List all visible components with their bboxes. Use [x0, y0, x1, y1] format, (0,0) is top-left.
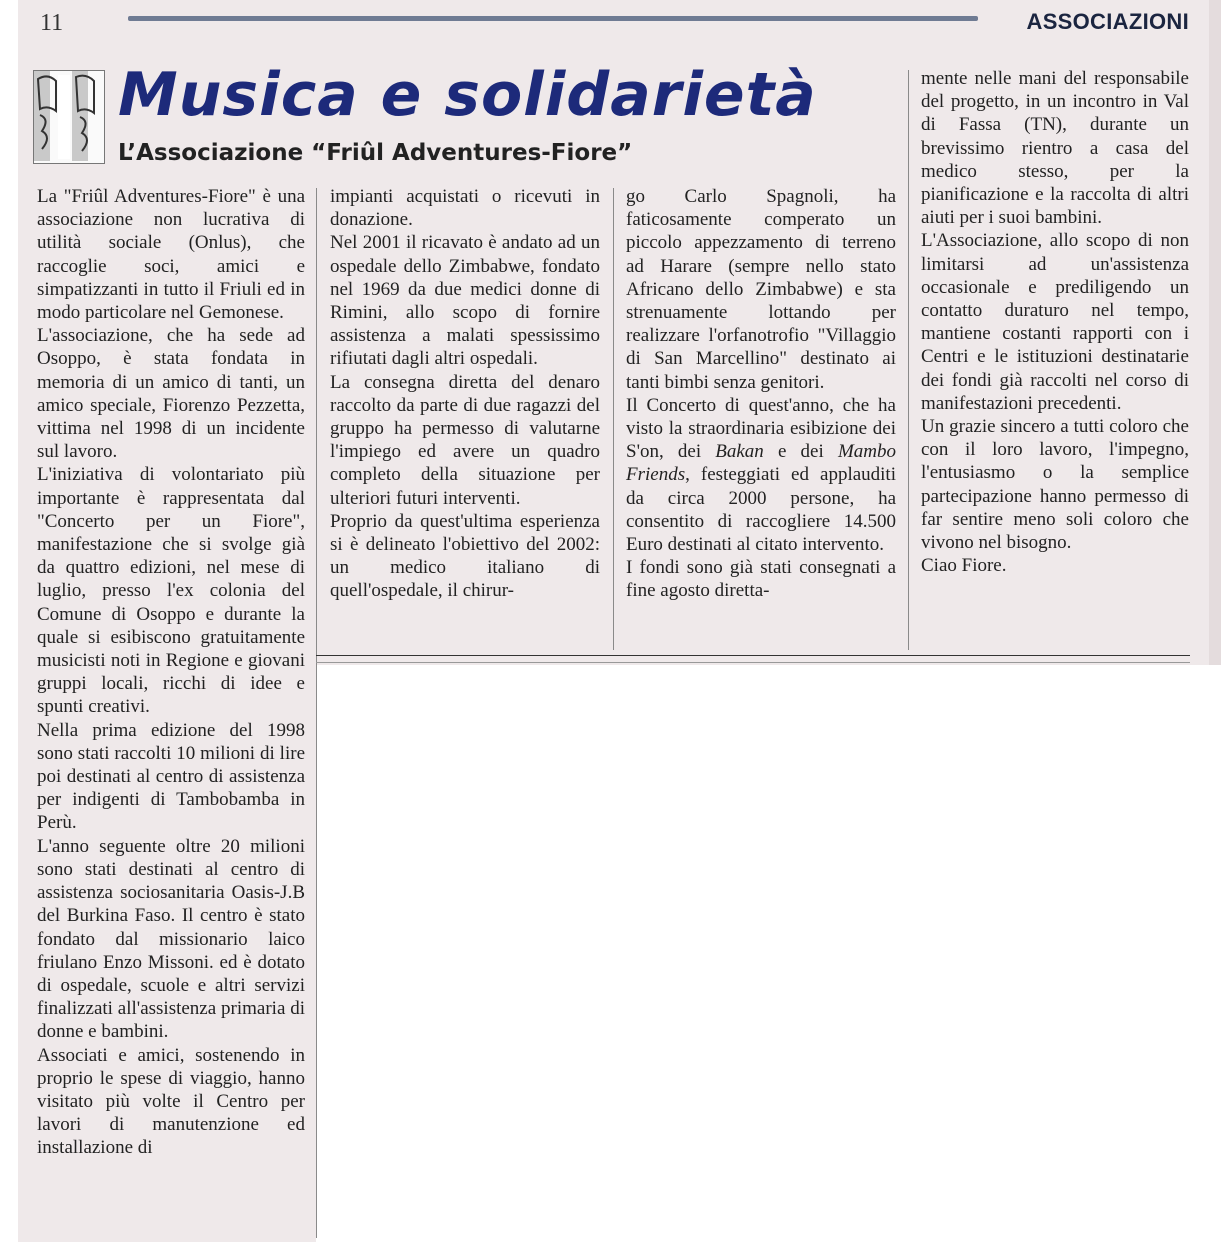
column-divider	[613, 188, 614, 650]
paragraph: La "Friûl Adventures-Fiore" è una associazione non lucrativa di utilità sociale (Onlus), che raccoglie soci, amici e simpatizzanti in tutto il Friuli ed in modo particolare nel Gemonese.	[37, 186, 305, 324]
article-column-4	[921, 67, 1189, 577]
article-column-3	[626, 185, 896, 603]
bottom-rule	[316, 662, 1190, 663]
paragraph: L'anno seguente oltre 20 milioni sono stati destinati al centro di assistenza sociosanitaria Oasis-J.B del Burkina Faso. Il centro è stato fondato dal missionario laico friulano Enzo Missoni. ed è dotato di ospedale, scuole e altri servizi finalizzati all'assistenza primaria di donne e bambini.	[37, 835, 305, 1043]
paragraph: Ciao Fiore.	[921, 555, 1007, 577]
paragraph: Il Concerto di quest'anno, che ha visto la straordinaria esibizione dei S'on, dei Bakan e dei Mambo Friends, festeggiati ed applauditi da circa 2000 persone, ha consentito di raccogliere 14.500 Euro destinati al citato intervento.	[626, 394, 896, 556]
article-column-1	[37, 185, 305, 1160]
paragraph: mente nelle mani del responsabile del progetto, in un incontro in Val di Fassa (TN), durante un brevissimo rientro a casa del medico stesso, per la pianificazione e la raccolta di altri aiuti per i suoi bambini.	[921, 68, 1189, 229]
paragraph: L'iniziativa di volontariato più importante è rappresentata dal "Concerto per un Fiore", manifestazione che si svolge già da quattro edizioni, nel mese di luglio, presso l'ex colonia del Comune di Osoppo e durante la quale si esibiscono gratuitamente musicisti noti in Regione e giovani gruppi locali, ricchi di idee e spunti creativi.	[37, 464, 305, 718]
band-name: Bakan	[715, 441, 764, 463]
section-title: ASSOCIAZIONI	[1026, 9, 1189, 34]
article-subtitle: L’Associazione “Friûl Adventures-Fiore”	[118, 140, 633, 166]
paragraph: go Carlo Spagnoli, ha faticosamente comperato un piccolo appezzamento di terreno ad Harare (sempre nello stato Africano dello Zimbabwe) e sta strenuamente lottando per realizzare l'orfanotrofio "Villaggio di San Marcellino" destinato ai tanti bimbi senza genitori.	[626, 186, 896, 393]
association-logo-icon	[33, 70, 105, 164]
clipping-edge	[1209, 0, 1221, 665]
article-column-2	[330, 185, 600, 603]
band-name: Mambo Friends	[626, 441, 896, 486]
page-number: 11	[40, 10, 64, 36]
column-divider	[908, 70, 909, 650]
paragraph: I fondi sono già stati consegnati a fine agosto diretta-	[626, 557, 896, 602]
paragraph: Proprio da quest'ultima esperienza si è delineato l'obiettivo del 2002: un medico italiano di quell'ospedale, il chirur-	[330, 510, 600, 602]
bottom-rule	[316, 655, 1190, 656]
article-title: Musica e solidarietà	[118, 60, 817, 130]
paragraph: Associati e amici, sostenendo in proprio le spese di viaggio, hanno visitato più volte il Centro per lavori di manutenzione ed installazione di	[37, 1044, 305, 1159]
paragraph: La consegna diretta del denaro raccolto da parte di due ragazzi del gruppo ha permesso di valutarne l'impiego ed avere un quadro completo della situazione per ulteriori futuri interventi.	[330, 371, 600, 509]
column-divider	[316, 188, 317, 1238]
header-rule	[128, 16, 978, 21]
paragraph: L'associazione, che ha sede ad Osoppo, è stata fondata in memoria di un amico di tanti, un amico speciale, Fiorenzo Pezzetta, vittima nel 1998 di un incidente sul lavoro.	[37, 325, 305, 463]
paragraph: impianti acquistati o ricevuti in donazione.	[330, 186, 600, 231]
paragraph: Nel 2001 il ricavato è andato ad un ospedale dello Zimbabwe, fondato nel 1969 da due medici donne di Rimini, allo scopo di fornire assistenza a malati spessissimo rifiutati dagli altri ospedali.	[330, 232, 600, 370]
paragraph: Un grazie sincero a tutti coloro che con il loro lavoro, l'impegno, l'entusiasmo o la semplice partecipazione hanno permesso di far sentire meno soli coloro che vivono nel bisogno.	[921, 416, 1189, 554]
paragraph: L'Associazione, allo scopo di non limitarsi ad un'assistenza occasionale e prediligendo un contatto duraturo nel tempo, mantiene costanti rapporti con i Centri e le istituzioni destinatarie dei fondi già raccolti nel corso di manifestazioni precedenti.	[921, 230, 1189, 414]
paragraph: Nella prima edizione del 1998 sono stati raccolti 10 milioni di lire poi destinati al centro di assistenza per indigenti di Tambobamba in Perù.	[37, 719, 305, 834]
